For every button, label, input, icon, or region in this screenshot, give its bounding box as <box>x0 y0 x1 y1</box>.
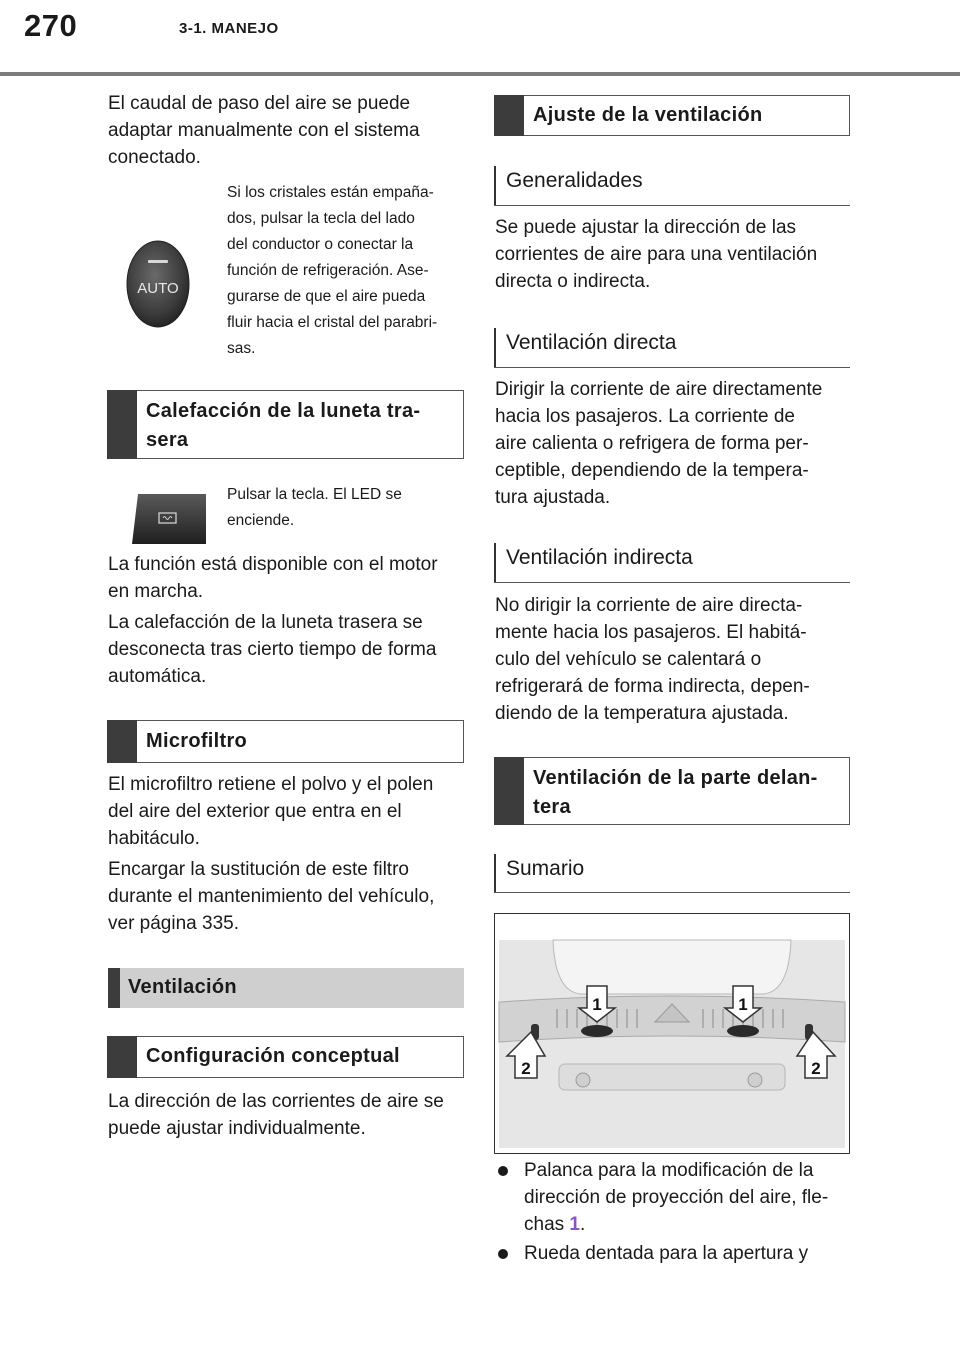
label-1-right: 1 <box>738 995 748 1014</box>
dashboard-vents-figure <box>494 913 850 1154</box>
heading-adjust-ventilation: Ajuste de la ventilación <box>494 95 850 136</box>
general-paragraph: Se puede ajustar la dirección de las corrientes de aire para una ventilación directa o indirecta. <box>495 217 818 292</box>
subheading-indirect: Ventilación indirecta <box>494 543 850 583</box>
auto-button-image <box>126 240 190 328</box>
heading-microfilter: Microfiltro <box>107 720 464 763</box>
rear-heating-para-1: La función está disponible con el motor en marcha. <box>108 554 438 602</box>
indirect-paragraph: No dirigir la corriente de aire directa- mente hacia los pasajeros. El habitá- culo del vehículo se calentará o refrigerará de forma indirecta, depen- diendo de la temperatura ajustada. <box>495 595 810 724</box>
bullet-lever: Palanca para la modificación de la dirección de proyección del aire, fle- chas 1. <box>498 1157 850 1241</box>
rear-heating-para-2: La calefacción de la luneta trasera se desconecta tras cierto tiempo de forma automática. <box>108 612 437 687</box>
bullet-dot-icon <box>498 1166 508 1176</box>
section-ventilation: Ventilación <box>108 968 464 1008</box>
microfilter-para-1: El microfiltro retiene el polvo y el polen del aire del exterior que entra en el habitáculo. <box>108 774 434 849</box>
page-number: 270 <box>24 8 78 43</box>
chapter-title: 3-1. MANEJO <box>179 20 279 37</box>
auto-button-label: AUTO <box>137 280 179 297</box>
microfilter-para-2: Encargar la sustitución de este filtro durante el mantenimiento del vehículo, ver página 335. <box>108 859 435 934</box>
subheading-summary: Sumario <box>494 854 850 893</box>
heading-rear-window-heating: Calefacción de la luneta tra- sera <box>107 390 464 459</box>
defrost-button-note: Pulsar la tecla. El LED se enciende. <box>227 486 402 529</box>
bullet-wheel: Rueda dentada para la apertura y <box>498 1240 850 1270</box>
heading-concept: Configuración conceptual <box>107 1036 464 1078</box>
concept-paragraph: La dirección de las corrientes de aire se puede ajustar individualmente. <box>108 1091 444 1139</box>
bullet-dot-icon <box>498 1249 508 1259</box>
label-2-right: 2 <box>811 1059 821 1078</box>
subheading-direct: Ventilación directa <box>494 328 850 368</box>
defrost-note: Si los cristales están empaña- dos, pulsar la tecla del lado del conductor o conectar la función de refrigeración. Ase- gurarse de que el aire pueda fluir hacia el cristal del parabri- sas. <box>227 184 438 357</box>
subheading-general: Generalidades <box>494 166 850 206</box>
header-rule <box>0 72 960 76</box>
rear-defrost-button-image <box>132 492 206 544</box>
direct-paragraph: Dirigir la corriente de aire directamente hacia los pasajeros. La corriente de aire calienta o refrigera de forma per- ceptible, dependiendo de la tempera- tura ajustada. <box>495 379 823 508</box>
label-2-left: 2 <box>521 1059 531 1078</box>
label-1-left: 1 <box>592 995 602 1014</box>
heading-front-ventilation: Ventilación de la parte delan- tera <box>494 757 850 825</box>
intro-paragraph: El caudal de paso del aire se puede adaptar manualmente con el sistema conectado. <box>108 93 420 168</box>
